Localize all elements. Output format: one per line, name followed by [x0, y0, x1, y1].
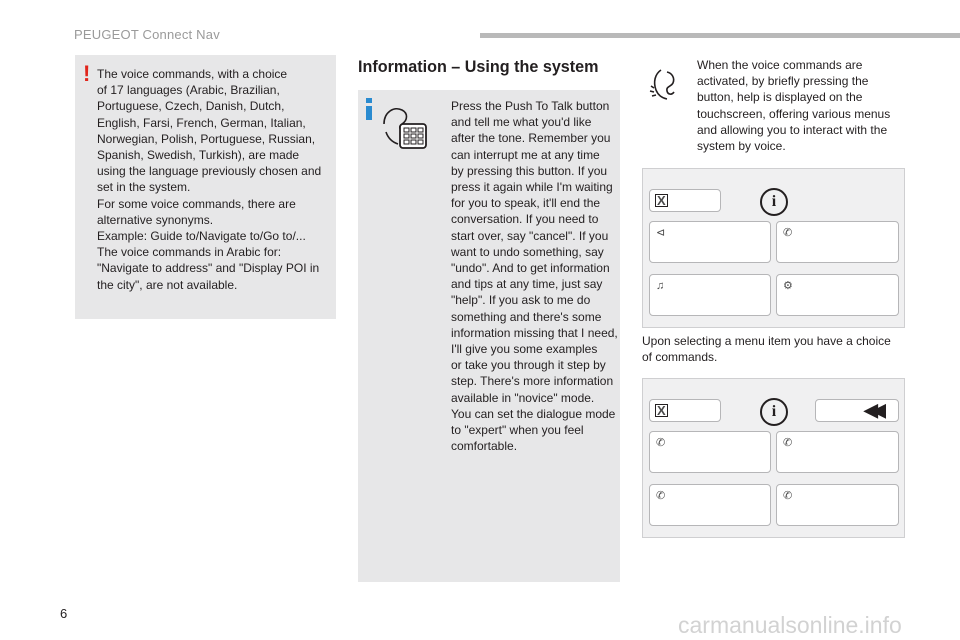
command-choice-screen	[642, 378, 905, 538]
voice-command-icon	[647, 64, 687, 102]
settings-icon: ⚙	[783, 280, 793, 292]
voice-help-screen	[642, 168, 905, 328]
phone-icon: ✆	[783, 437, 793, 449]
music-note-icon: ♫	[656, 280, 665, 292]
phone-icon: ✆	[656, 437, 666, 449]
command-tile[interactable]	[649, 431, 771, 473]
back-icon: ◀◀	[864, 400, 880, 420]
info-circle-icon[interactable]: i	[760, 188, 788, 216]
navigation-tile[interactable]	[649, 221, 771, 263]
settings-tile[interactable]	[776, 274, 899, 316]
info-icon	[366, 98, 372, 120]
command-tile[interactable]	[649, 484, 771, 526]
header-title: PEUGEOT Connect Nav	[74, 27, 220, 42]
exclamation-icon: !	[83, 61, 91, 86]
media-tile[interactable]	[649, 274, 771, 316]
command-tile[interactable]	[776, 484, 899, 526]
voice-help-text: When the voice commands are activated, by briefly pressing the button, help is displayed on the touchscreen, offering various menus and allowing you to interact with the system by voice.	[697, 58, 891, 154]
close-button[interactable]	[649, 399, 721, 422]
close-button[interactable]	[649, 189, 721, 212]
telephone-tile[interactable]	[776, 221, 899, 263]
info-text: Press the Push To Talk button and tell me what you'd like after the tone. Remember you can interrupt me at any time by pressing this button. If you press it again while I'm waiting for you to speak, it'll end the conversation. If you need to start over, say "cancel". If you want to undo something, say "undo". And to get information and tips at any time, just say "help". If you ask to me do something and there's some information missing that I need, I'll give you some examples or take you through it step by step. There's more information available in "novice" mode. You can set the dialogue mode to "expert" when you feel comfortable.	[451, 99, 618, 454]
section-title: Information – Using the system	[358, 57, 599, 76]
warning-text: The voice commands, with a choice of 17 languages (Arabic, Brazilian, Portuguese, Czech, Danish, Dutch, English, Farsi, French, German, Italian, Norwegian, Polish, Portuguese, Russian, Spanish, Swedish, Turkish), are made using the language previously chosen and set in the system. For some voice commands, there are alternative synonyms. Example: Guide to/Navigate to/Go to/... The voice commands in Arabic for: "Navigate to address" and "Display POI in the city", are not available.	[97, 67, 322, 292]
header-bar	[480, 33, 960, 38]
push-to-talk-icon	[378, 102, 430, 152]
close-icon: X	[657, 193, 666, 208]
close-icon: X	[657, 403, 666, 418]
info-circle-icon[interactable]: i	[760, 398, 788, 426]
phone-icon: ✆	[656, 490, 666, 502]
navigation-arrow-icon: ⊲	[656, 227, 666, 239]
page-number: 6	[60, 606, 68, 621]
phone-icon: ✆	[783, 227, 793, 239]
command-tile[interactable]	[776, 431, 899, 473]
watermark: carmanualsonline.info	[678, 612, 902, 638]
phone-icon: ✆	[783, 490, 793, 502]
menu-help-text: Upon selecting a menu item you have a choice of commands.	[642, 334, 891, 365]
back-button[interactable]	[815, 399, 899, 422]
